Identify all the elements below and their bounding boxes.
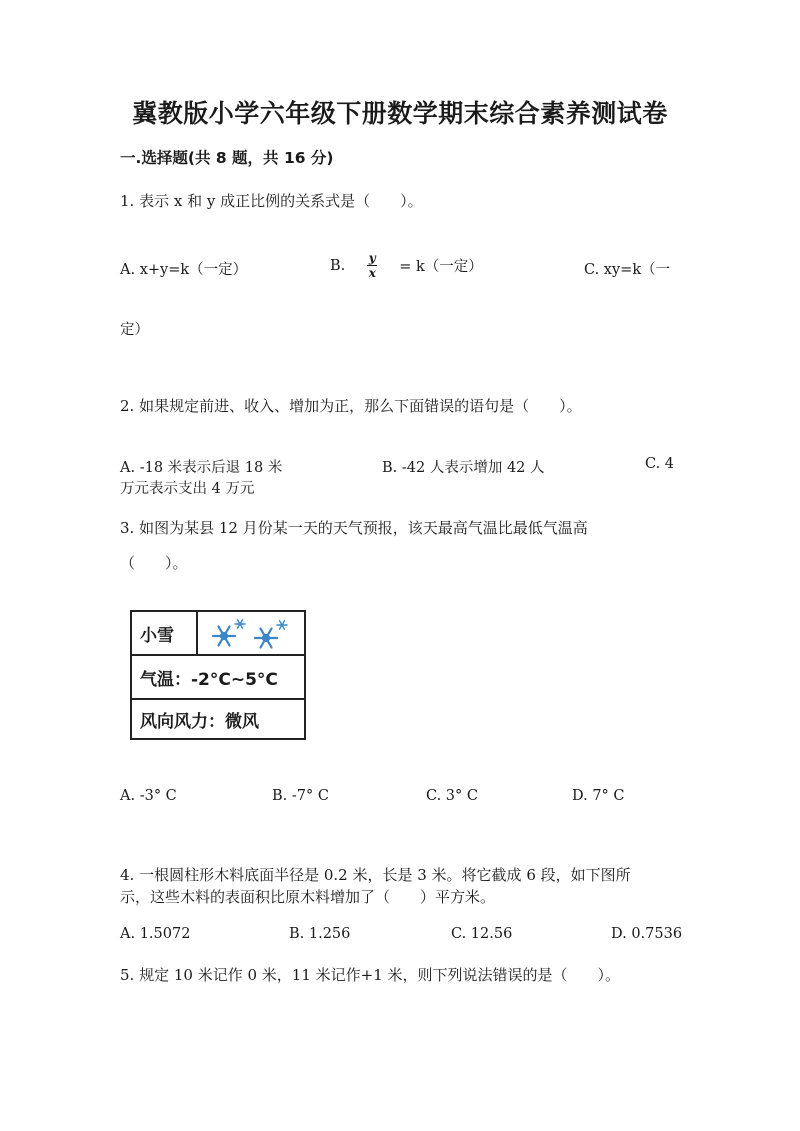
weather-row-wind [132, 700, 304, 738]
question-3-option-b: B. -7° C [272, 788, 329, 804]
section-heading: 一.选择题(共 8 题，共 16 分) [120, 149, 334, 167]
page-title: 冀教版小学六年级下册数学期末综合素养测试卷 [132, 99, 668, 128]
weather-forecast-figure [130, 610, 306, 740]
option-b-rest: = k（一定） [399, 259, 483, 275]
weather-wind-text: 风向风力：微风 [140, 711, 259, 732]
question-5-stem: 5. 规定 10 米记作 0 米，11 米记作+1 米，则下列说法错误的是（ ）。 [120, 966, 621, 984]
question-3-option-d: D. 7° C [572, 788, 625, 804]
question-4-option-c: C. 12.56 [451, 926, 513, 942]
question-1-option-b [330, 252, 483, 279]
question-3-stem-line-1: 3. 如图为某县 12 月份某一天的天气预报，该天最高气温比最低气温高 [120, 519, 588, 537]
question-3-stem-line-2: （ ）。 [120, 554, 188, 572]
question-2-option-c-continued: 万元表示支出 4 万元 [120, 481, 255, 497]
option-b-label: B. [330, 257, 346, 274]
weather-row-condition [132, 612, 304, 656]
question-3-option-a: A. -3° C [120, 788, 177, 804]
question-4-option-d: D. 0.7536 [611, 926, 683, 942]
question-4-stem-line-2: 示，这些木料的表面积比原木料增加了（ ）平方米。 [120, 888, 496, 906]
question-4-stem-line-1: 4. 一根圆柱形木料底面半径是 0.2 米，长是 3 米。将它截成 6 段，如下图所 [120, 866, 631, 884]
question-2-option-c: C. 4 [645, 456, 675, 472]
weather-temperature-text: 气温：-2°C~5°C [140, 669, 278, 690]
snowflake-icons [200, 614, 304, 654]
question-1-option-c-continued: 定） [120, 322, 149, 338]
weather-row-temperature [132, 656, 304, 700]
question-4-option-a: A. 1.5072 [120, 926, 191, 942]
fraction-denominator: x [368, 266, 376, 280]
question-3-option-c: C. 3° C [426, 788, 478, 804]
weather-condition-label: 小雪 [132, 612, 198, 654]
question-2-stem: 2. 如果规定前进、收入、增加为正，那么下面错误的语句是（ ）。 [120, 397, 582, 415]
fraction-numerator: y [368, 251, 376, 265]
question-2-option-b: B. -42 人表示增加 42 人 [382, 460, 545, 476]
snowflake-icon [200, 614, 304, 654]
question-1-option-a: A. x+y=k（一定） [120, 262, 248, 278]
question-1-option-c: C. xy=k（一 [584, 262, 671, 278]
question-1-stem: 1. 表示 x 和 y 成正比例的关系式是（ ）。 [120, 192, 423, 210]
fraction-y-over-x [367, 252, 377, 279]
question-2-option-a: A. -18 米表示后退 18 米 [120, 460, 283, 476]
question-4-option-b: B. 1.256 [289, 926, 351, 942]
